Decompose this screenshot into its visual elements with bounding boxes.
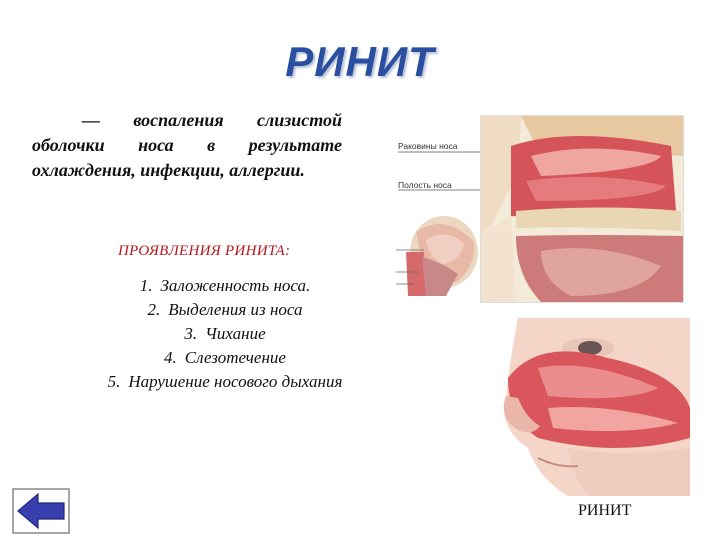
label-cavity: Полость носа (398, 180, 452, 190)
section-heading: ПРОЯВЛЕНИЯ РИНИТА: (118, 243, 291, 259)
label-conchae: Раковины носа (398, 141, 458, 151)
slide-title: РИНИТ (285, 38, 435, 85)
list-item: 5. Нарушение носового дыхания (107, 372, 343, 391)
list-item: 3. Чихание (184, 324, 266, 343)
symptom-list (70, 274, 380, 394)
definition-text: — воспаления слизистой оболочки носа в результате охлаждения, инфекции, аллергии. (32, 110, 342, 180)
head-section-image (396, 212, 480, 296)
back-arrow-button[interactable] (12, 488, 70, 534)
list-item: 2. Выделения из носа (147, 300, 303, 319)
face-rhinitis-image (478, 318, 690, 496)
nasal-anatomy-image (480, 115, 684, 303)
list-item: 1. Заложенность носа. (139, 276, 311, 295)
list-item: 4. Слезотечение (164, 348, 286, 367)
image-caption: РИНИТ (578, 502, 632, 519)
